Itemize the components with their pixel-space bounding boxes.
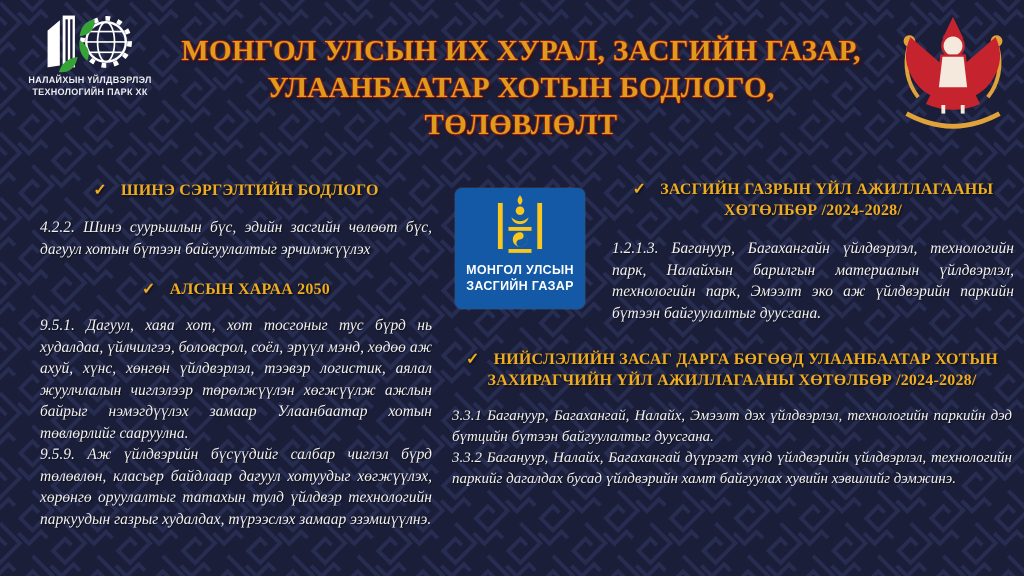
left-paragraph-422: 4.2.2. Шинэ суурьшлын бүс, эдийн засгийн чөлөөт бүс, дагуул хотын бүтээн байгуулалтыг эрчимжүүлэх [40,219,432,258]
industry-park-logo-icon [38,8,142,74]
checkmark-icon: ✓ [142,281,156,298]
right-top-heading-line1 [612,179,1014,200]
right-top-heading-text1: ЗАСГИЙН ГАЗРЫН ҮЙЛ АЖИЛЛАГААНЫ [660,181,994,198]
right-paragraph-331: 3.3.1 Багануур, Багахангай, Налайх, Эмээлт дэх үйлдвэрлэл, технологийн паркийн дэд бүтцийн бүтээн байгуулалтыг дуусгана. [452,408,1012,445]
right-top-heading-line2: ХӨТӨЛБӨР /2024-2028/ [723,202,903,219]
slide-title [168,33,874,144]
right-paragraph-332: 3.3.2 Багануур, Налайх, Багахангай дүүрэгт хүнд үйлдвэрийн үйлдвэрлэл, технологийн паркийг дагалдах бусад үйлдвэрийн хамт байгуулах хувийн хэвшлийг дэмжинэ. [452,450,1012,487]
left-paragraph-959: 9.5.9. Аж үйлдвэрийн бүсүүдийг салбар чиглэл бүрд төлөвлөн, класьер байдлаар дагуул хотуудыг хөгжүүлэх, хөрөнгө оруулалтыг татахын тулд үйлдвэр технологийн паркуудын газрыг худалдах, түрээслэх замаар эзэмшүүлнэ. [40,446,432,528]
right-bottom-heading [452,349,1012,391]
right-top-section [612,179,1014,324]
right-bottom-heading-line1 [452,349,1012,370]
checkmark-icon: ✓ [465,351,480,368]
right-paragraph-1213: 1.2.1.3. Багануур, Багахангайн үйлдвэрлэл, технологийн парк, Налайхын барилгын материалын үйлдвэрлэл, технологийн парк, Эмээлт эко аж үйлдвэрийн паркийн бүтээн байгуулалтыг дуусгана. [612,240,1014,322]
left-column [40,180,432,530]
left-heading-1 [40,180,432,201]
soyombo-icon [496,195,544,257]
left-heading-2 [40,279,432,300]
right-bottom-heading-text1: НИЙСЛЭЛИЙН ЗАСАГ ДАРГА БӨГӨӨД УЛААНБААТАР ХОТЫН [493,351,999,368]
logo-text-line1: НАЛАЙХЫН ҮЙЛДВЭРЛЭЛ [28,75,152,85]
checkmark-icon: ✓ [93,182,107,199]
right-bottom-section [452,349,1012,490]
government-of-mongolia-logo [455,188,585,309]
left-heading-1-text: ШИНЭ СЭРГЭЛТИЙН БОДЛОГО [120,182,379,199]
slide-title-line2: УЛААНБААТАР ХОТЫН БОДЛОГО, ТӨЛӨВЛӨЛТ [267,72,775,141]
left-paragraph-951: 9.5.1. Дагуул, хаяа хот, хот тосгоныг тус бүрд нь худалдаа, үйлчилгээ, боловсрол, соёл, эрүүл мэнд, хөдөө аж ахуй, хүнс, хөнгөн үйлдвэрлэл, тээвэр логистик, аялал жуулчлалын чиглэлээр төрөлжүүлэн хөгжүүлж ажлын байрыг нэмэгдүүлэх замаар Улаанбаатар хотын төвлөрлийг сааруулна. [40,317,432,442]
logo-text-line2: ТЕХНОЛОГИЙН ПАРК ХК [32,87,148,97]
leaf-icon [80,19,95,36]
right-top-heading [612,179,1014,221]
checkmark-icon: ✓ [632,181,647,198]
slide-title-line1: МОНГОЛ УЛСЫН ИХ ХУРАЛ, ЗАСГИЙН ГАЗАР, [181,35,861,67]
gov-logo-text-line1: МОНГОЛ УЛСЫН [466,263,574,277]
nalaikh-park-logo [12,8,168,98]
khangarid-emblem-icon [894,12,1012,134]
gov-logo-text-line2: ЗАСГИЙН ГАЗАР [466,279,574,293]
right-bottom-heading-line2: ЗАХИРАГЧИЙН ҮЙЛ АЖИЛЛАГААНЫ ХӨТӨЛБӨР /2024-2028/ [487,372,977,389]
left-heading-2-text: АЛСЫН ХАРАА 2050 [169,281,330,298]
